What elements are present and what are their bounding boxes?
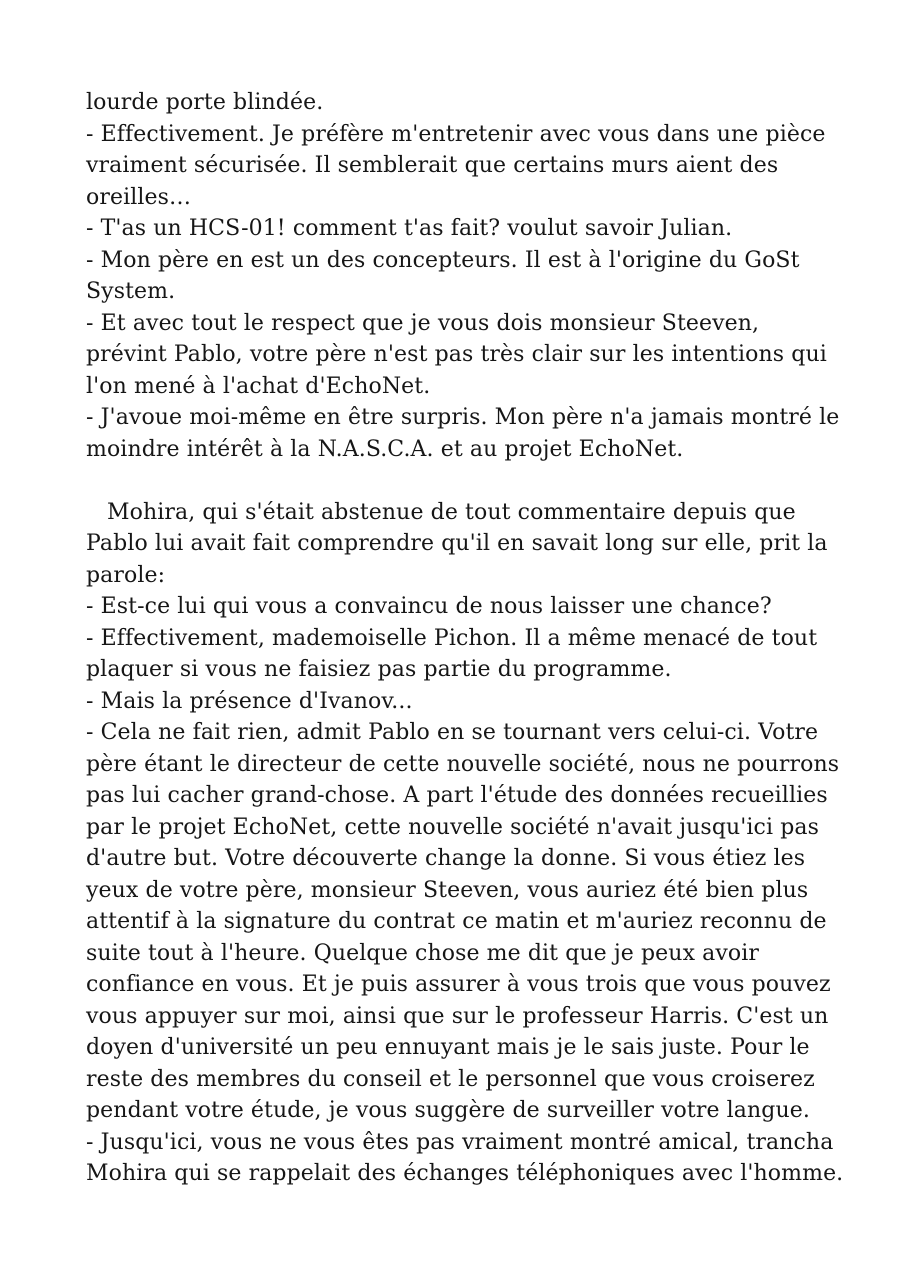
page-text <box>86 87 850 1190</box>
text-line: - J'avoue moi-même en être surpris. Mon père n'a jamais montré le <box>86 405 840 430</box>
text-line: d'autre but. Votre découverte change la donne. Si vous étiez les <box>86 846 806 871</box>
text-line: - T'as un HCS-01! comment t'as fait? voulut savoir Julian. <box>86 216 733 241</box>
text-line: - Mais la présence d'Ivanov... <box>86 688 413 714</box>
text-line: - Cela ne fait rien, admit Pablo en se tournant vers celui-ci. Votre <box>86 720 819 745</box>
text-line: - Mon père en est un des concepteurs. Il est à l'origine du GoSt <box>86 247 800 273</box>
text-line: - Jusqu'ici, vous ne vous êtes pas vraiment montré amical, trancha <box>86 1129 834 1155</box>
text-line: parole: <box>86 562 166 588</box>
text-line: Mohira, qui s'était abstenue de tout commentaire depuis que <box>107 499 796 525</box>
text-line: - Effectivement. Je préfère m'entretenir avec vous dans une pièce <box>86 121 826 147</box>
text-line: pas lui cacher grand-chose. A part l'étude des données recueillies <box>86 783 828 808</box>
text-line: prévint Pablo, votre père n'est pas très clair sur les intentions qui <box>86 342 827 367</box>
text-line: par le projet EchoNet, cette nouvelle société n'avait jusqu'ici pas <box>86 814 819 840</box>
text-line: attentif à la signature du contrat ce matin et m'auriez reconnu de <box>86 909 827 934</box>
text-line: plaquer si vous ne faisiez pas partie du programme. <box>86 657 672 682</box>
text-line: pendant votre étude, je vous suggère de surveiller votre langue. <box>86 1098 810 1123</box>
text-line: reste des membres du conseil et le personnel que vous croiserez <box>86 1066 815 1092</box>
blank-line <box>86 465 850 497</box>
text-line: - Est-ce lui qui vous a convaincu de nous laisser une chance? <box>86 594 772 619</box>
text-line: - Effectivement, mademoiselle Pichon. Il a même menacé de tout <box>86 625 818 651</box>
text-line: l'on mené à l'achat d'EchoNet. <box>86 373 431 399</box>
text-line: System. <box>86 279 176 304</box>
text-line: vous appuyer sur moi, ainsi que sur le professeur Harris. C'est un <box>86 1003 829 1029</box>
text-line: père étant le directeur de cette nouvelle société, nous ne pourrons <box>86 751 840 777</box>
text-line: moindre intérêt à la N.A.S.C.A. et au projet EchoNet. <box>86 436 684 462</box>
text-line: suite tout à l'heure. Quelque chose me dit que je peux avoir <box>86 940 760 966</box>
text-line: oreilles… <box>86 184 192 210</box>
text-line: Pablo lui avait fait comprendre qu'il en savait long sur elle, prit la <box>86 531 828 556</box>
text-line: vraiment sécurisée. Il semblerait que certains murs aient des <box>86 153 779 178</box>
text-line: yeux de votre père, monsieur Steeven, vous auriez été bien plus <box>86 877 809 903</box>
text-line: doyen d'université un peu ennuyant mais je le sais juste. Pour le <box>86 1035 810 1060</box>
text-line: Mohira qui se rappelait des échanges téléphoniques avec l'homme. <box>86 1161 844 1186</box>
text-line: lourde porte blindée. <box>86 90 324 115</box>
text-line: - Et avec tout le respect que je vous dois monsieur Steeven, <box>86 310 760 336</box>
text-line: confiance en vous. Et je puis assurer à vous trois que vous pouvez <box>86 972 831 997</box>
